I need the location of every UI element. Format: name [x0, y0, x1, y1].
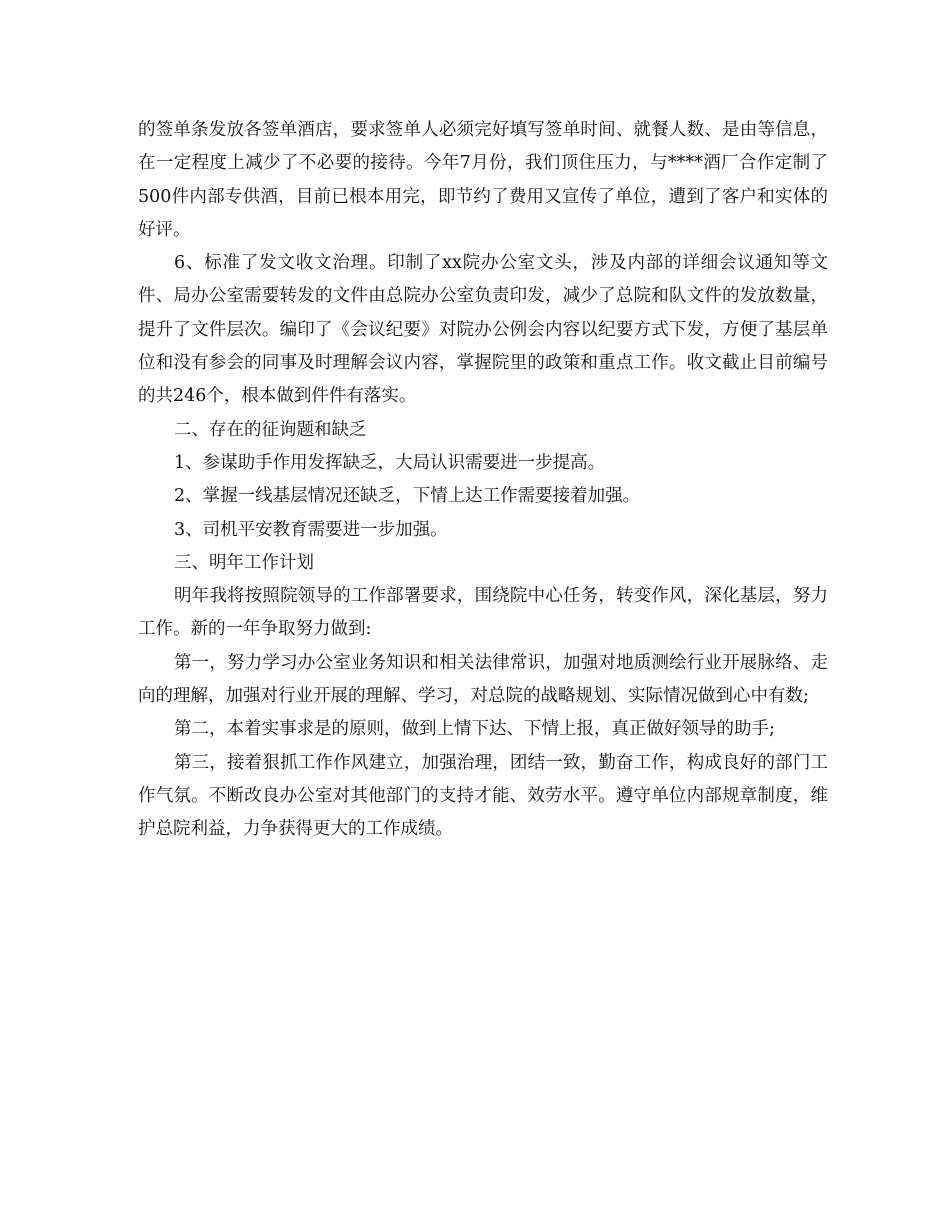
paragraph-plan-third: 第三，接着狠抓工作作风建立，加强治理，团结一致，勤奋工作，构成良好的部门工作气氛。不断改良办公室对其他部门的支持才能、效劳水平。遵守单位内部规章制度，维护总院利益，力争获得更大的工作成绩。: [138, 752, 828, 840]
list-item-3: 3、司机平安教育需要进一步加强。: [174, 519, 448, 540]
paragraph-plan-second: 第二，本着实事求是的原则，做到上情下达、下情上报，真正做好领导的助手;: [174, 719, 775, 740]
document-body: [138, 114, 828, 847]
paragraph-plan-intro: 明年我将按照院领导的工作部署要求，围绕院中心任务，转变作风，深化基层，努力工作。新的一年争取努力做到:: [138, 586, 828, 640]
list-item-2: 2、掌握一线基层情况还缺乏，下情上达工作需要接着加强。: [174, 486, 641, 507]
section-heading-problems: 二、存在的征询题和缺乏: [174, 419, 367, 440]
list-item-1: 1、参谋助手作用发挥缺乏，大局认识需要进一步提高。: [174, 452, 606, 473]
paragraph-2: 6、标准了发文收文治理。印制了xx院办公室文头，涉及内部的详细会议通知等文件、局办公室需要转发的文件由总院办公室负责印发，减少了总院和队文件的发放数量，提升了文件层次。编印了《会议纪要》对院办公例会内容以纪要方式下发，方便了基层单位和没有参会的同事及时理解会议内容，掌握院里的政策和重点工作。收文截止目前编号的共246个，根本做到件件有落实。: [138, 253, 828, 407]
section-heading-plan: 三、明年工作计划: [174, 552, 314, 573]
paragraph-1: 的签单条发放各签单酒店，要求签单人必须完好填写签单时间、就餐人数、是由等信息，在一定程度上减少了不必要的接待。今年7月份，我们顶住压力，与****酒厂合作定制了500件内部专供酒，目前已根本用完，即节约了费用又宣传了单位，遭到了客户和实体的好评。: [138, 120, 828, 240]
paragraph-plan-first: 第一，努力学习办公室业务知识和相关法律常识，加强对地质测绘行业开展脉络、走向的理解，加强对行业开展的理解、学习，对总院的战略规划、实际情况做到心中有数;: [138, 652, 828, 707]
